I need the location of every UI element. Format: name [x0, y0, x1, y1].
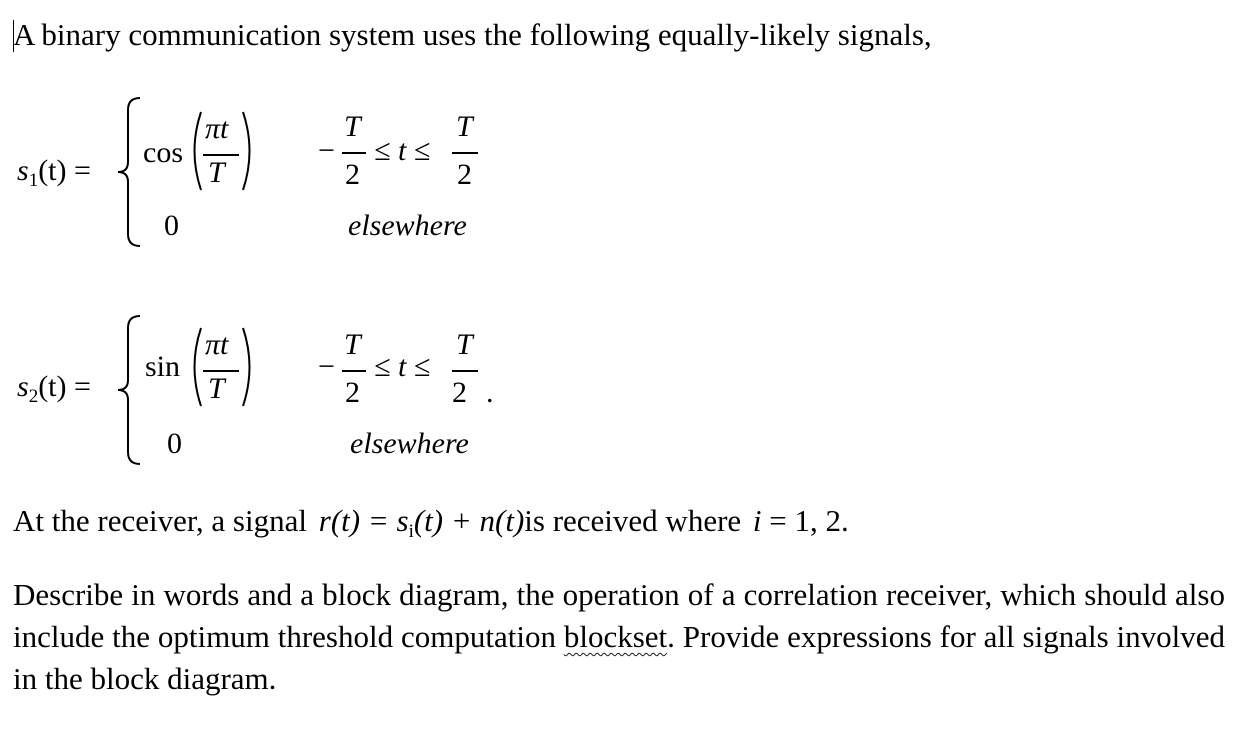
- s1-fraction-numerator: πt: [205, 112, 229, 145]
- s1-lhs-name: s: [17, 154, 29, 187]
- s1-right-paren: [240, 110, 258, 192]
- s2-range-bar-left: [342, 370, 366, 372]
- s1-range-2-right: 2: [457, 158, 472, 191]
- s2-lhs-index: 2: [28, 386, 39, 407]
- s1-range-minus: −: [318, 134, 335, 167]
- s2-right-paren: [240, 326, 258, 408]
- s1-range-T-right: T: [456, 110, 473, 143]
- s2-case2-condition: elsewhere: [350, 427, 469, 460]
- receiver-i-symbol: i: [752, 503, 762, 538]
- s2-range-relation-text: ≤ t ≤: [374, 350, 431, 383]
- s1-lhs: [17, 154, 91, 192]
- s2-lhs: [17, 370, 91, 408]
- s1-range-T-left: T: [344, 110, 361, 143]
- s2-left-paren: [186, 326, 204, 408]
- s2-range-relation: [374, 350, 430, 384]
- s2-lhs-arg: (t) =: [38, 370, 91, 403]
- s2-range-bar-right: [452, 370, 478, 372]
- s1-range-bar-left: [342, 152, 366, 154]
- question-text-part2: . Provide expressions for all signals involved in the block diagram.: [13, 619, 1226, 696]
- s2-range-T-left: T: [344, 328, 361, 361]
- s1-lhs-arg: (t) =: [38, 154, 91, 187]
- receiver-sentence: [13, 500, 849, 553]
- s1-left-paren: [186, 110, 204, 192]
- s2-left-brace: [114, 314, 144, 466]
- receiver-eq-rest: (t) + n(t): [413, 503, 525, 538]
- s1-range-2-left: 2: [345, 158, 360, 191]
- s2-fraction-denominator: T: [208, 372, 225, 405]
- receiver-middle: is received where: [524, 503, 742, 538]
- s1-func: cos: [143, 136, 183, 169]
- receiver-eq-i: i: [408, 521, 414, 542]
- s2-lhs-name: s: [17, 370, 29, 403]
- s2-range-minus: −: [318, 350, 335, 383]
- s1-range-bar-right: [452, 152, 478, 154]
- receiver-equation: [318, 503, 525, 542]
- question-paragraph: [13, 574, 1225, 700]
- s1-left-brace: [114, 96, 144, 248]
- s1-case2-condition: elsewhere: [348, 209, 467, 242]
- s2-func: sin: [145, 350, 181, 383]
- intro-text: A binary communication system uses the following equally-likely signals,: [13, 17, 932, 52]
- s1-lhs-index: 1: [28, 170, 39, 191]
- s2-range-2-right: 2: [452, 376, 467, 409]
- s2-range-2-left: 2: [345, 376, 360, 409]
- spellcheck-flagged-word[interactable]: blockset: [563, 619, 668, 654]
- s1-case2-value: 0: [164, 209, 179, 242]
- s2-fraction-numerator: πt: [205, 328, 229, 361]
- s1-fraction-denominator: T: [208, 156, 225, 189]
- s1-range-relation: [374, 134, 430, 168]
- question-text-part1: Describe in words and a block diagram, the operation of a correlation receiver, which should also include the optimum threshold computation: [13, 577, 1225, 654]
- receiver-prefix: At the receiver, a signal: [13, 503, 307, 538]
- receiver-i-values: = 1, 2.: [769, 503, 849, 538]
- s2-range-T-right: T: [456, 328, 473, 361]
- receiver-eq-r: r(t) = s: [318, 503, 409, 538]
- s1-range-relation-text: ≤ t ≤: [374, 134, 431, 167]
- s2-case2-value: 0: [167, 427, 182, 460]
- s2-trailing-period: .: [486, 376, 494, 409]
